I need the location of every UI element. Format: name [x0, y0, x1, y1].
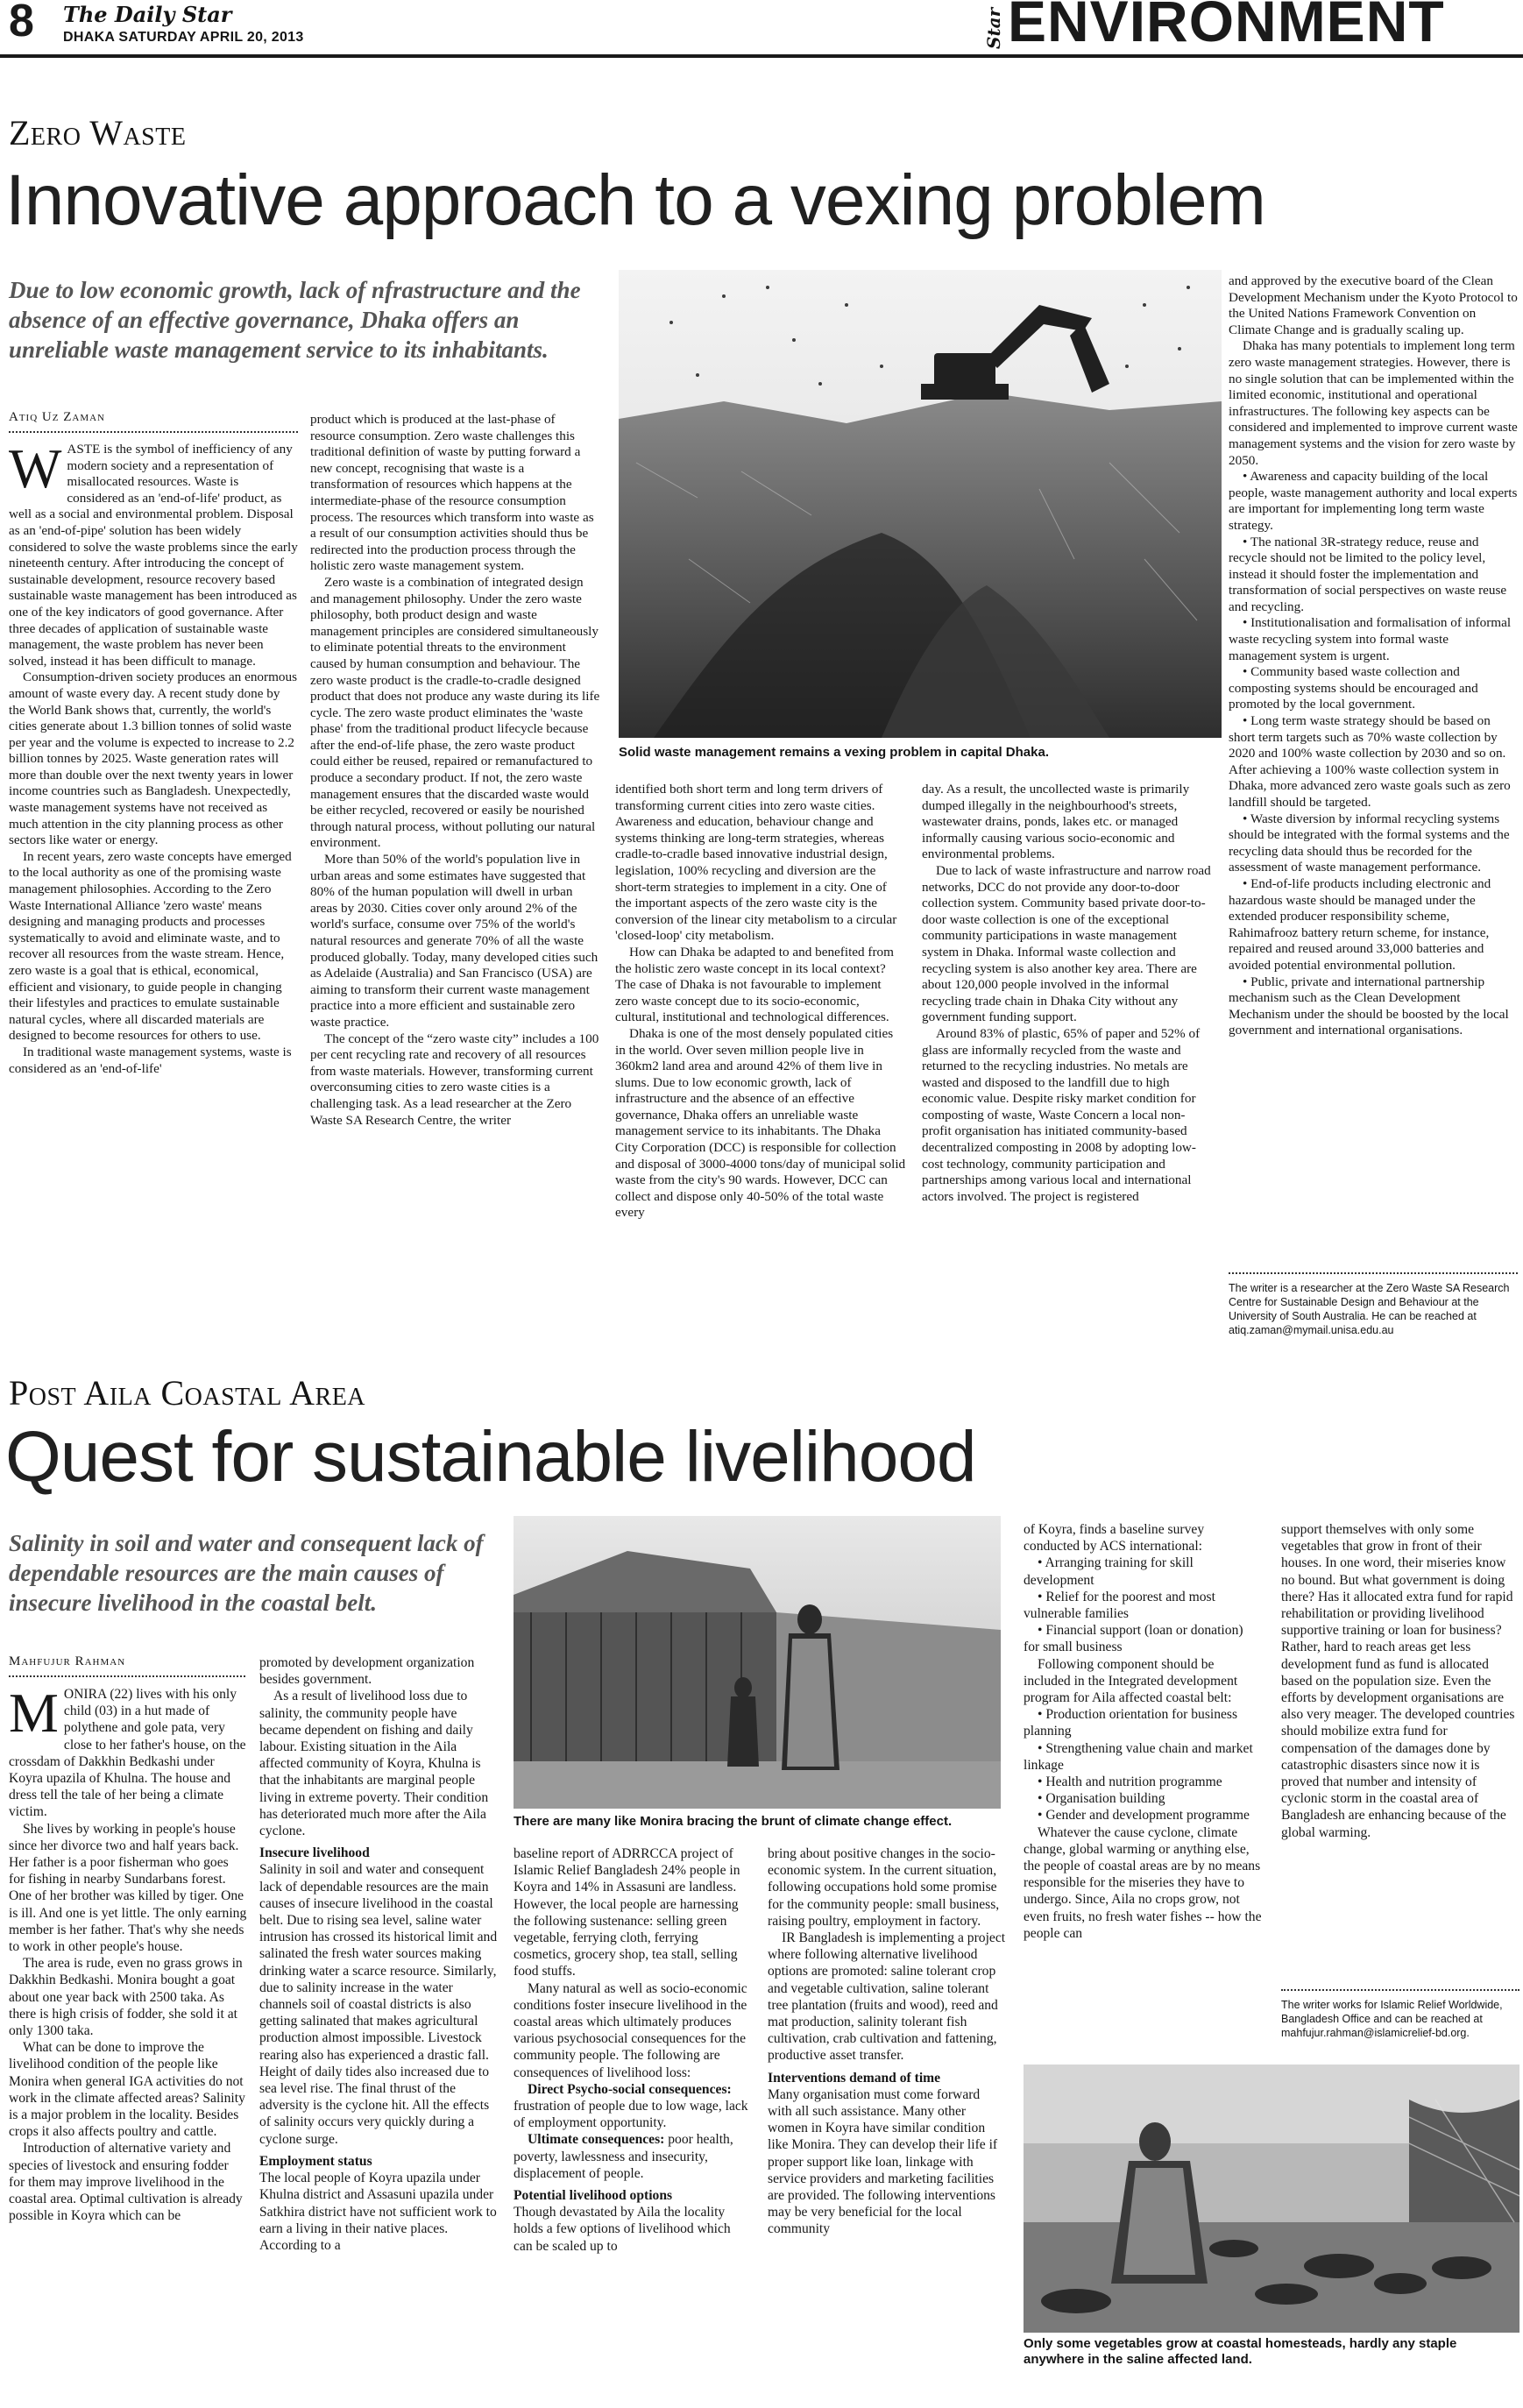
bullet-item: • End-of-life products including electronic and hazardous waste should be managed under the extended producer responsibility scheme, Rahimafrooz battery return scheme, for instance, repaired and reused around 33,000 batteries and avoided potential environmental pollution.	[1229, 875, 1491, 973]
story1-column-4	[922, 782, 1215, 1356]
paragraph: The concept of the “zero waste city” includes a 100 per cent recycling rate and recovery of all resources from waste materials. However, transforming current overconsuming cities to zero waste cities is a challenging task. As a lead researcher at the Zero Waste SA Research Centre, the writer	[310, 1030, 599, 1128]
photo-caption: Only some vegetables grow at coastal homesteads, hardly any staple anywhere in the saline affected land.	[1024, 2336, 1457, 2367]
bullet-item: • Institutionalisation and formalisation of informal waste recycling system into formal waste management system is urgent.	[1229, 615, 1512, 663]
paragraph	[514, 2081, 752, 2132]
bio-rule	[1229, 1272, 1518, 1274]
paragraph: ASTE is the symbol of inefficiency of any modern society and a representation of misallocated resources. Waste is considered as an 'end-of-life' product, as well as a social and environmental problem. Disposal as an 'end-of-pipe' solution has been widely considered to solve the waste problems since the early nineteenth century. After introducing the concept of sustainable development, resource recovery based sustainable waste management has been introduced as one of the key indicators of good governance. After three decades of application of sustainable waste management, the waste problem has never been solved, instead it has been difficult to manage.	[9, 442, 298, 669]
photo-illustration	[1024, 2065, 1519, 2333]
story2-column-4	[768, 1845, 1006, 2404]
byline-rule	[9, 1675, 245, 1677]
dateline: DHAKA SATURDAY APRIL 20, 2013	[63, 30, 304, 45]
paragraph: Dhaka is one of the most densely populated cities in the world. Over seven million people live in 360km2 land area and around 42% of them live in slums. Due to low economic growth, lack of infrastructure and the absence of an effective governance, Dhaka offers an unreliable waste management service to its inhabitants. The Dhaka City Corporation (DCC) is responsible for collection and disposal of 3000-4000 tons/day of municipal solid waste from the city's 90 wards. However, DCC can collect and dispose only 40-50% of the total waste every	[615, 1025, 906, 1221]
paragraph: Around 83% of plastic, 65% of paper and 52% of glass are informally recycled from the waste and returned to the recycling industries. No metals are wasted and disposed to the landfill due to high economic value. Despite risky market condition for composting of waste, Waste Concern a local non-profit organisation has initiated community-based decentralized composting in 2008 by adopting low-cost technology, community participation and partnerships among various local and international actors involved. The project is registered	[922, 1025, 1201, 1204]
label-direct-consequences: Direct Psycho-social consequences:	[528, 2081, 732, 2097]
story1-column-2	[310, 412, 601, 1356]
story1-byline: Atiq Uz Zaman	[9, 410, 105, 424]
monira-hut-photo	[514, 1516, 1001, 1809]
paragraph: She lives by working in people's house since her divorce two and half years back. Her father is a poor fisherman who goes for fishing in nearby Sundarbans forest. One of her brother was killed by tiger. One is ill. And one is yet little. The only earning member is her father. That's why she needs to work in other people's house.	[9, 1821, 247, 1955]
bullet-item: • Strengthening value chain and market linkage	[1024, 1740, 1253, 1773]
section-title: ENVIRONMENT	[1008, 0, 1445, 53]
paragraph: Many organisation must come forward with all such assistance. Many other women in Koyra have similar condition like Monira. They can develop their life if proper support like loan, linkage with service providers and marketing facilities are provided. The following interventions may be very beneficial for the local community	[768, 2086, 998, 2237]
paragraph: day. As a result, the uncollected waste is primarily dumped illegally in the neighbourhood's streets, wastewater drains, ponds, lakes etc. or managed informally causing various socio-economic and environmental problems.	[922, 782, 1190, 862]
paragraph: Zero waste is a combination of integrated design and management philosophy. Under the zero waste philosophy, both product design and waste management principles are considered simultaneously to eliminate potential threats to the environment caused by human consumption and behaviour. The zero waste product is the cradle-to-cradle designed product that does not produce any waste during its life cycle. The zero waste product eliminates the 'waste phase' from the traditional product lifecycle because after the end-of-life phase, the zero waste product could either be reused, repaired or remanufactured to produce a secondary product. If not, the zero waste management ensures that the discarded waste would be either recycled, recovered or easily be nourished through natural process, without polluting our natural environment.	[310, 574, 600, 851]
paragraph: Though devastated by Aila the locality holds a few options of livelihood which can be scaled up to	[514, 2205, 731, 2254]
story2-column-2	[259, 1654, 499, 2404]
paragraph: Salinity in soil and water and consequent lack of dependable resources are the main causes of insecure livelihood in the coastal belt. Due to rising sea level, saline water intrusion has crossed its historical limit and salinated the fresh water sources making drinking water a scarce resource. Similarly, due to salinity increase in the water channels soil of coastal districts is also getting salinated that makes agricultural production almost impossible. Livestock rearing also has experienced a drastic fall. Height of daily tides also increased due to sea level rise. The final thrust of the adversity is the cyclone hit. All the effects of salinity occurs very quickly during a cyclone surge.	[259, 1862, 498, 2147]
story1-column-5	[1229, 273, 1518, 1267]
masthead: The Daily Star	[63, 2, 232, 27]
photo-caption: Solid waste management remains a vexing problem in capital Dhaka.	[619, 745, 1049, 760]
story2-deck: Salinity in soil and water and consequent lack of dependable resources are the main causes of insecure livelihood in the coastal belt.	[9, 1530, 484, 1616]
paragraph: Consumption-driven society produces an enormous amount of waste every day. A recent study done by the World Bank shows that, currently, the world's cities generate about 1.3 billion tonnes of solid waste per year and the volume is expected to increase to 2.2 billion tonnes by 2025. Waste generation rates will more than double over the next twenty years in lower income countries such as Bangladesh. Unexpectedly, waste management systems have not received as much attention in the city planning process as other sectors like water or energy.	[9, 669, 297, 848]
story2-writer-bio: The writer works for Islamic Relief Worldwide, Bangladesh Office and can be reached at mahfujur.rahman@islamicrelief-bd.org.	[1281, 1999, 1503, 2039]
bullet-item: • Long term waste strategy should be based on short term targets such as 70% waste collection by 2020 and 100% waste collection by 2030 and so on. After achieving a 100% waste collection system in Dhaka, more advanced zero waste goals such as zero landfill should be targeted.	[1229, 713, 1511, 810]
text: poor health, poverty, lawlessness and insecurity, displacement of people.	[514, 2132, 733, 2181]
subhead-insecure-livelihood: Insecure livelihood	[259, 1845, 370, 1861]
label-ultimate-consequences: Ultimate consequences:	[528, 2132, 665, 2148]
paragraph: promoted by development organization besides government.	[259, 1655, 475, 1688]
bullet-item: • Awareness and capacity building of the local people, waste management authority and local experts are important for implementing long term waste strategy.	[1229, 469, 1518, 533]
paragraph: of Koyra, finds a baseline survey conducted by ACS international:	[1024, 1522, 1205, 1555]
paragraph: support themselves with only some vegetables that grow in front of their houses. In one word, their miseries know no bound. But what government is doing there? Has it allocated extra fund for rapid rehabilitation or providing livelihood supportive training or loan for business? Rather, hard to reach areas get less development fund as fund is allocated based on the population size. Even the efforts by development organisations are also very meager. The developed countries should mobilize extra fund for compensation of the damages done by catastrophic disasters since now it is proved that number and intensity of cyclonic storm in the coastal area of Bangladesh are enhancing because of the global warming.	[1281, 1522, 1515, 1840]
story2-kicker: Post Aila Coastal Area	[9, 1373, 366, 1413]
subhead-interventions: Interventions demand of time	[768, 2070, 941, 2086]
paragraph: product which is produced at the last-phase of resource consumption. Zero waste challenges this traditional definition of waste by putting forward a new concept, recognising that waste is a transformation of resources which happens at the intermediate-phase of the resource consumption process. The resources which transform into waste as a result of our consumption activities should thus be redirected into the production process through the holistic zero waste management system.	[310, 412, 594, 574]
paragraph: baseline report of ADRRCCA project of Islamic Relief Bangladesh 24% people in Koyra and 14% in Assasuni are landless. However, the local people are harnessing the following sustenance: selling green vegetable, ferrying cloth, ferrying cosmetics, grocery shop, tea stall, selling food stuffs.	[514, 1846, 740, 1980]
story1-column-3	[615, 782, 906, 1356]
photo-illustration	[514, 1516, 1001, 1809]
story1-deck: Due to low economic growth, lack of nfrastructure and the absence of an effective governance, Dhaka offers an unreliable waste management service to its inhabitants.	[9, 277, 581, 363]
story1-headline: Innovative approach to a vexing problem	[5, 160, 1265, 240]
paragraph: As a result of livelihood loss due to salinity, the community people have became dependent on fishing and daily labour. Existing situation in the Aila affected community of Koyra, Khulna is that the inhabitants are marginal people living in extreme poverty. Their condition has deteriorated much more after the Aila cyclone.	[259, 1689, 489, 1839]
bullet-item: • Financial support (loan or donation) for small business	[1024, 1623, 1243, 1655]
bullet-item: • The national 3R-strategy reduce, reuse and recycle should not be limited to the policy level, instead it should foster the implementation and transformation of social perspectives on waste reuse and recycling.	[1229, 534, 1507, 614]
bullet-item: • Health and nutrition programme	[1038, 1774, 1222, 1790]
vegetable-garden-photo	[1024, 2065, 1519, 2333]
paragraph: ONIRA (22) lives with his only child (03) in a hut made of polythene and gole pata, very close to her father's house, on the crossdam of Dakkhin Bedkashi under Koyra upazila of Khulna. The house and dress tell the tale of her being a climate victim.	[9, 1687, 246, 1820]
story2-column-3	[514, 1845, 752, 2404]
header-rule	[0, 54, 1523, 58]
drop-cap: M	[9, 1686, 59, 1744]
story2-byline: Mahfujur Rahman	[9, 1654, 126, 1668]
paragraph: In recent years, zero waste concepts have emerged to the local authority as one of the promising waste management philosophies. According to the Zero Waste International Alliance 'zero waste' means designing and managing products and processes systematically to avoid and eliminate waste, and to recover all resources from the waste stream. Hence, zero waste is a goal that is ethical, economical, efficient and visionary, to guide people in changing their lifestyles and practices to emulate sustainable natural cycles, where all discarded materials are designed to become resources for others to use.	[9, 848, 292, 1044]
bullet-item: • Community based waste collection and composting systems should be encouraged and promoted by the local government.	[1229, 664, 1478, 712]
page-number: 8	[9, 0, 34, 46]
paragraph: Following component should be included in the Integrated development program for Aila affected coastal belt:	[1024, 1656, 1238, 1706]
bullet-item: • Production orientation for business planning	[1024, 1707, 1238, 1739]
story1-column-1	[9, 442, 298, 1356]
paragraph	[514, 2131, 752, 2182]
paragraph: The local people of Koyra upazila under Khulna district and Assasuni upazila under Satkhira district have not sufficient work to earn a living in their native places. According to a	[259, 2171, 497, 2253]
bullet-item: • Gender and development programme	[1038, 1808, 1250, 1824]
bullet-item: • Waste diversion by informal recycling systems should be integrated with the formal systems and the recycling data should thus be recorded for the assessment of waste management performance.	[1229, 811, 1510, 875]
paragraph: identified both short term and long term drivers of transforming current cities into zero waste cities. Awareness and education, behaviour change and systems thinking are long-term strategies, whereas cradle-to-cradle based innovative industrial design, legislation, 100% recycling and diversion are the short-term strategies to implement in a city. One of the important aspects of the zero waste city is the conversion of the linear city metabolism to a circular 'closed-loop' city metabolism.	[615, 782, 897, 944]
subhead-employment-status: Employment status	[259, 2153, 372, 2169]
subhead-potential-livelihood-options: Potential livelihood options	[514, 2188, 673, 2204]
byline-rule	[9, 431, 298, 433]
story2-column-1	[9, 1686, 247, 2404]
photo-illustration	[619, 270, 1222, 738]
paragraph: Due to lack of waste infrastructure and narrow road networks, DCC do not provide any door-to-door collection system. Community based private door-to-door waste collection is one of the exceptional community participations in waste management system in Dhaka. Informal waste collection and recycling system is also another key area. There are about 120,000 people involved in the informal recycling trade chain in Dhaka City without any government funding support.	[922, 862, 1211, 1025]
story1-writer-bio: The writer is a researcher at the Zero Waste SA Research Centre for Sustainable Design and Behaviour at the University of South Australia. He can be reached at atiq.zaman@mymail.unisa.edu.au	[1229, 1282, 1510, 1336]
drop-cap: W	[9, 442, 62, 499]
bullet-item: • Relief for the poorest and most vulnerable families	[1024, 1589, 1215, 1622]
paragraph: In traditional waste management systems, waste is considered as an 'end-of-life'	[9, 1044, 292, 1076]
paragraph: bring about positive changes in the socio-economic system. In the current situation, following occupations hold some promise for the community people: small business, raising poultry, employment in factory.	[768, 1846, 1000, 1929]
story2-headline: Quest for sustainable livelihood	[5, 1417, 976, 1497]
paragraph: Introduction of alternative variety and species of livestock and ensuring fodder for them may improve livelihood in the coastal area. Optimal cultivation is already possible in Koyra which can be	[9, 2141, 243, 2224]
paragraph: The area is rude, even no grass grows in Dakkhin Bedkashi. Monira bought a goat about one year back with 2500 taka. As there is high crisis of fodder, she sold it at only 1300 taka.	[9, 1956, 243, 2039]
paragraph: Dhaka has many potentials to implement long term zero waste management strategies. However, there is no single solution that can be implemented within the limited economic, institutional and operational infrastructures. The following key aspects can be considered and implemented to improve current waste management systems and the vision for zero waste by 2050.	[1229, 338, 1518, 468]
story2-column-6	[1281, 1521, 1519, 1986]
story1-kicker: Zero Waste	[9, 113, 187, 152]
excavator-dump-photo	[619, 270, 1222, 738]
photo-caption: There are many like Monira bracing the brunt of climate change effect.	[514, 1814, 953, 1829]
paragraph: Whatever the cause cyclone, climate change, global warming or anything else, the people of coastal areas are by no means responsible for the miseries they have to undergo. Since, Aila no crops grow, not even fruits, no fresh water fishes -- how the people can	[1024, 1824, 1262, 1941]
paragraph: How can Dhaka be adapted to and benefited from the holistic zero waste concept in its local context? The case of Dhaka is not favourable to implement zero waste concept due to its socio-economic, cultural, institutional and technological differences.	[615, 944, 894, 1025]
paragraph: IR Bangladesh is implementing a project where following alternative livelihood options are promoted: saline tolerant crop and vegetable cultivation, saline tolerant tree plantation (fruits and wood), reed and mat production, salinity tolerant fish cultivation, crab cultivation and fattening, productive asset transfer.	[768, 1930, 1006, 2064]
bullet-item: • Arranging training for skill development	[1024, 1555, 1194, 1588]
paragraph: and approved by the executive board of the Clean Development Mechanism under the Kyoto Protocol to the United Nations Framework Convention on Climate Change and is gradually scaling up.	[1229, 273, 1518, 337]
bullet-item: • Organisation building	[1038, 1791, 1165, 1807]
bio-rule	[1281, 1989, 1519, 1991]
paragraph: What can be done to improve the livelihood condition of the people like Monira when general IGA activities do not work in the climate affected areas? Salinity is a major problem in the locality. Besides crops it also affects poultry and cattle.	[9, 2040, 245, 2140]
paragraph: Many natural as well as socio-economic conditions foster insecure livelihood in the coastal areas which ultimately produces various psychosocial consequences for the community people. The following are consequences of livelihood loss:	[514, 1980, 747, 2080]
star-logo: Star	[983, 7, 1004, 49]
paragraph: More than 50% of the world's population live in urban areas and some estimates have suggested that 80% of the human population will dwell in urban areas by 2030. Cities cover only around 2% of the world's surface, consume over 75% of the world's natural resources and generate 70% of all the waste produced globally. Today, many developed cities such as Adelaide (Australia) and San Francisco (USA) are aiming to transform their current waste management practice into a more efficient and sustainable zero waste practice.	[310, 852, 599, 1030]
text: frustration of people due to low wage, lack of employment opportunity.	[514, 2099, 748, 2131]
bullet-item: • Public, private and international partnership mechanism such as the Clean Development Mechanism under the should be boosted by the local government and international organisations.	[1229, 974, 1509, 1038]
